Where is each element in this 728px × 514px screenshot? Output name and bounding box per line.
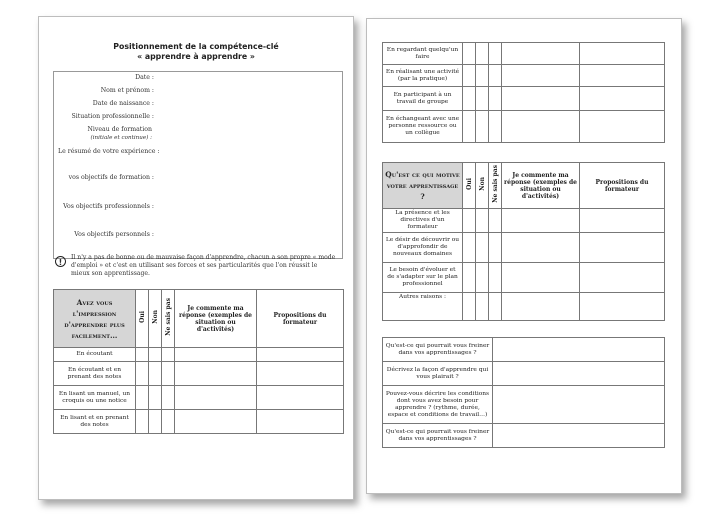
check-cell[interactable] [136, 362, 149, 386]
check-cell[interactable] [463, 43, 476, 65]
table-row: En écoutant et en prenant des notes [54, 362, 344, 386]
check-cell[interactable] [489, 87, 502, 111]
proposal-cell[interactable] [580, 87, 665, 111]
proposal-cell[interactable] [580, 233, 665, 263]
check-cell[interactable] [463, 65, 476, 87]
check-cell[interactable] [149, 410, 162, 434]
comment-cell[interactable] [502, 65, 580, 87]
proposal-cell[interactable] [580, 263, 665, 293]
field-name: Nom et prénom : [100, 87, 154, 94]
comment-cell[interactable] [502, 209, 580, 233]
field-birthdate: Date de naissance : [92, 100, 154, 107]
table-row: En écoutant [54, 348, 344, 362]
check-cell[interactable] [489, 209, 502, 233]
col-header-proposals: Propositions du formateur [580, 163, 665, 209]
table-row: La présence et les directives d'un formateur [383, 209, 665, 233]
answer-cell[interactable] [493, 338, 665, 362]
comment-cell[interactable] [175, 362, 257, 386]
table-header-main: Avez vous l'impression d'apprendre plus facilement… [54, 290, 136, 348]
notice-text: Il n'y a pas de bonne ou de mauvaise façon d'apprendre, chacun a son propre « mode d'emploi » et c'est en utilisant ses forces et ses particularités que l'on réussit le mieux son apprentissage. [71, 254, 336, 278]
field-professional-goals: Vos objectifs professionnels : [63, 203, 154, 210]
check-cell[interactable] [136, 386, 149, 410]
col-header-comment: Je commente ma réponse (exemples de situation ou d'activités) [175, 290, 257, 348]
table-row: En participant à un travail de groupe [383, 87, 665, 111]
check-cell[interactable] [149, 362, 162, 386]
table-row: En réalisant une activité (par la pratique) [383, 65, 665, 87]
table-row: En lisant un manuel, un croquis ou une notice [54, 386, 344, 410]
answer-cell[interactable] [493, 424, 665, 448]
col-header-nsp: Ne sais pas [162, 290, 175, 348]
motivation-table [382, 162, 665, 321]
comment-cell[interactable] [502, 233, 580, 263]
table-row: En échangeant avec une personne ressource ou un collègue [383, 111, 665, 143]
check-cell[interactable] [489, 263, 502, 293]
check-cell[interactable] [489, 43, 502, 65]
col-header-oui: Oui [463, 163, 476, 209]
check-cell[interactable] [463, 87, 476, 111]
field-date: Date : [135, 74, 154, 81]
identity-box [53, 71, 343, 259]
field-level: Niveau de formation [87, 126, 152, 133]
learning-table-continued [382, 42, 665, 143]
field-training-goals: vos objectifs de formation : [68, 174, 154, 181]
learning-table [53, 289, 344, 434]
check-cell[interactable] [463, 293, 476, 321]
comment-cell[interactable] [175, 386, 257, 410]
table-row: Autres raisons : [383, 293, 665, 321]
col-header-proposals: Propositions du formateur [257, 290, 344, 348]
proposal-cell[interactable] [580, 111, 665, 143]
proposal-cell[interactable] [257, 348, 344, 362]
check-cell[interactable] [162, 410, 175, 434]
comment-cell[interactable] [175, 348, 257, 362]
comment-cell[interactable] [502, 293, 580, 321]
proposal-cell[interactable] [580, 293, 665, 321]
check-cell[interactable] [162, 386, 175, 410]
table-row: En regardant quelqu'un faire [383, 43, 665, 65]
check-cell[interactable] [476, 293, 489, 321]
check-cell[interactable] [476, 263, 489, 293]
table-row: En lisant et en prenant des notes [54, 410, 344, 434]
check-cell[interactable] [149, 348, 162, 362]
check-cell[interactable] [489, 293, 502, 321]
answer-cell[interactable] [493, 386, 665, 424]
check-cell[interactable] [136, 410, 149, 434]
reflection-table [382, 337, 665, 448]
comment-cell[interactable] [502, 43, 580, 65]
proposal-cell[interactable] [257, 410, 344, 434]
check-cell[interactable] [463, 233, 476, 263]
col-header-oui: Oui [136, 290, 149, 348]
check-cell[interactable] [476, 209, 489, 233]
comment-cell[interactable] [502, 87, 580, 111]
check-cell[interactable] [489, 111, 502, 143]
check-cell[interactable] [476, 87, 489, 111]
table-row: Pouvez-vous décrire les conditions dont vous avez besoin pour apprendre ? (rythme, durée, espace et conditions de travail…) [383, 386, 665, 424]
table-row: Qu'est-ce qui pourrait vous freiner dans vos apprentissages ? [383, 338, 665, 362]
right-page [366, 18, 682, 494]
left-page [38, 16, 354, 500]
check-cell[interactable] [136, 348, 149, 362]
comment-cell[interactable] [502, 263, 580, 293]
check-cell[interactable] [149, 386, 162, 410]
table-row: Qu'est-ce qui pourrait vous freiner dans vos apprentissages ? [383, 424, 665, 448]
check-cell[interactable] [476, 111, 489, 143]
field-experience: Le résumé de votre expérience : [58, 148, 160, 155]
check-cell[interactable] [162, 348, 175, 362]
comment-cell[interactable] [175, 410, 257, 434]
proposal-cell[interactable] [580, 65, 665, 87]
col-header-non: Non [476, 163, 489, 209]
check-cell[interactable] [463, 209, 476, 233]
check-cell[interactable] [489, 233, 502, 263]
col-header-nsp: Ne sais pas [489, 163, 502, 209]
col-header-non: Non [149, 290, 162, 348]
check-cell[interactable] [476, 43, 489, 65]
page-title: Positionnement de la compétence-clé [113, 42, 279, 51]
answer-cell[interactable] [493, 362, 665, 386]
proposal-cell[interactable] [257, 386, 344, 410]
proposal-cell[interactable] [257, 362, 344, 386]
check-cell[interactable] [463, 111, 476, 143]
notice [57, 254, 337, 279]
check-cell[interactable] [162, 362, 175, 386]
proposal-cell[interactable] [580, 43, 665, 65]
check-cell[interactable] [476, 233, 489, 263]
check-cell[interactable] [476, 65, 489, 87]
table-row: Le désir de découvrir ou d'approfondir de nouveaux domaines [383, 233, 665, 263]
field-personal-goals: Vos objectifs personnels : [74, 231, 154, 238]
table-row: Décrivez la façon d'apprendre qui vous plairait ? [383, 362, 665, 386]
field-level-note: (initiale et continue) : [90, 135, 152, 141]
page-subtitle: « apprendre à apprendre » [137, 52, 255, 61]
proposal-cell[interactable] [580, 209, 665, 233]
check-cell[interactable] [489, 65, 502, 87]
exclamation-icon: ! [55, 256, 66, 267]
comment-cell[interactable] [502, 111, 580, 143]
check-cell[interactable] [463, 263, 476, 293]
table-row: Le besoin d'évoluer et de s'adapter sur le plan professionnel [383, 263, 665, 293]
field-situation: Situation professionnelle : [71, 113, 154, 120]
motivation-header-main: Qu'est ce qui motive votre apprentissage ? [383, 163, 463, 209]
col-header-comment: Je commente ma réponse (exemples de situation ou d'activités) [502, 163, 580, 209]
